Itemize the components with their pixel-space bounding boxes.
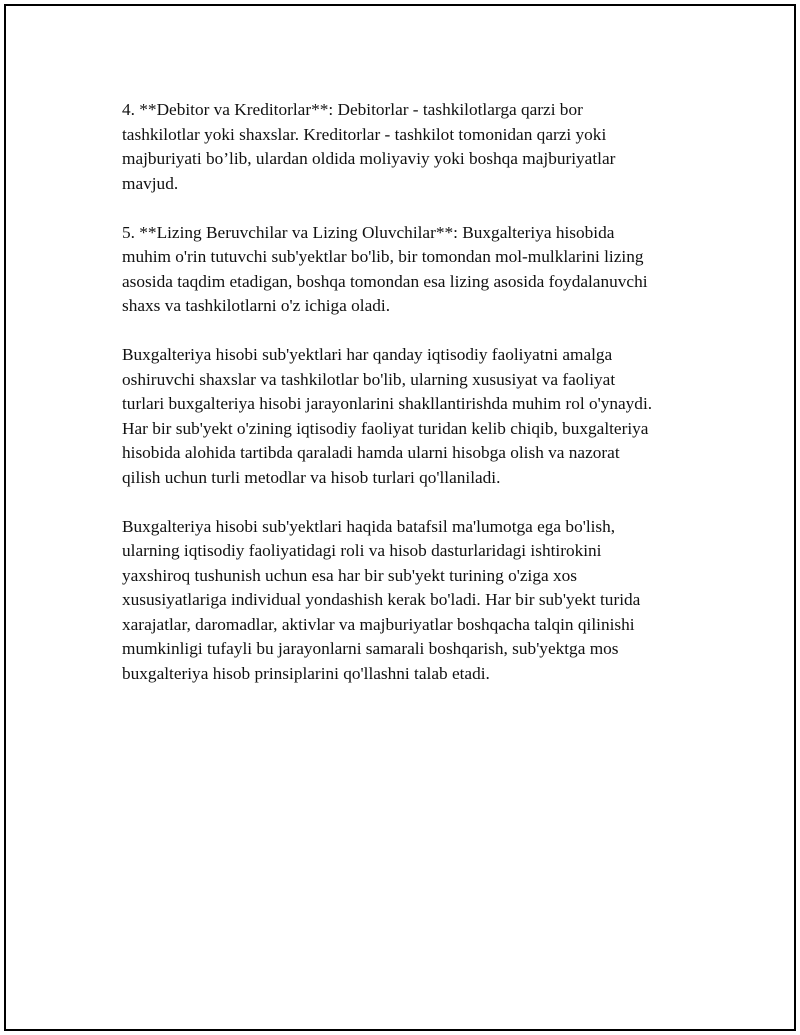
text-line: oshiruvchi shaxslar va tashkilotlar bo'lib, ularning xususiyat va faoliyat [122,369,616,389]
text-line: xarajatlar, daromadlar, aktivlar va majburiyatlar boshqacha talqin qilinishi [122,614,635,634]
text-line: ularning iqtisodiy faoliyatidagi roli va hisob dasturlaridagi ishtirokini [122,541,602,560]
text-line: Buxgalteriya hisobi sub'yektlari haqida batafsil ma'lumotga ega bo'lish, [122,516,616,536]
text-line: Buxgalteriya hisobi sub'yektlari har qanday iqtisodiy faoliyatni amalga [122,345,613,364]
text-line: hisobida alohida tartibda qaraladi hamda ularni hisobga olish va nazorat [122,443,620,462]
text-line: muhim o'rin tutuvchi sub'yektlar bo'lib, bir tomondan mol-mulklarini lizing [122,247,644,266]
text-line: Har bir sub'yekt o'zining iqtisodiy faoliyat turidan kelib chiqib, buxgalteriya [122,418,649,438]
text-line: mumkinligi tufayli bu jarayonlarni samarali boshqarish, sub'yektga mos [122,639,619,658]
text-line: asosida taqdim etadigan, boshqa tomondan esa lizing asosida foydalanuvchi [122,271,648,291]
page-frame [4,4,796,1031]
text-line: turlari buxgalteriya hisobi jarayonlarini shakllantirishda muhim rol o'ynaydi. [122,394,653,413]
text-line: yaxshiroq tushunish uchun esa har bir sub'yekt turining o'ziga xos [122,565,577,585]
text-line: tashkilotlar yoki shaxslar. Kreditorlar - tashkilot tomonidan qarzi yoki [122,124,607,144]
paragraph-subyektlar-faoliyat [122,343,702,490]
text-line: qilish uchun turli metodlar va hisob turlari qo'llaniladi. [122,467,501,487]
paragraph-lizing [122,221,702,319]
document-body [122,98,702,711]
text-line: 5. **Lizing Beruvchilar va Lizing Oluvchilar**: Buxgalteriya hisobida [122,222,615,242]
text-line: buxgalteriya hisob prinsiplarini qo'llashni talab etadi. [122,663,490,683]
text-line: majburiyati bo’lib, ulardan oldida moliyaviy yoki boshqa majburiyatlar [122,149,616,168]
paragraph-subyektlar-malumot [122,515,702,687]
text-line: 4. **Debitor va Kreditorlar**: Debitorlar - tashkilotlarga qarzi bor [122,100,583,119]
paragraph-debitor-kreditorlar [122,98,702,196]
text-line: mavjud. [122,173,179,193]
text-line: shaxs va tashkilotlarni o'z ichiga oladi. [122,296,391,315]
text-line: xususiyatlariga individual yondashish kerak bo'ladi. Har bir sub'yekt turida [122,590,641,609]
